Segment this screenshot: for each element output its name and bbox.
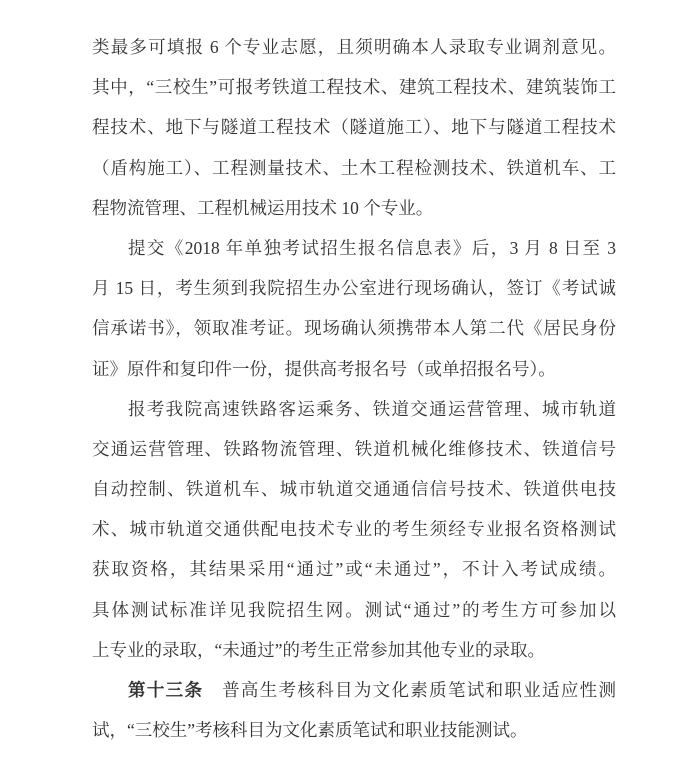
paragraph: [92, 389, 616, 670]
text-line: 获取资格，其结果采用“通过”或“未通过”，不计入考试成绩。: [92, 559, 616, 580]
paragraph: [92, 228, 616, 389]
text-line: [92, 670, 616, 710]
text-line: 上专业的录取，“未通过”的考生正常参加其他专业的录取。: [92, 639, 546, 660]
document-text-block: [92, 27, 616, 750]
text-line: 试，“三校生”考核科目为文化素质笔试和职业技能测试。: [92, 720, 528, 741]
text-line: （盾构施工）、工程测量技术、土木工程检测技术、铁道机车、工: [92, 157, 616, 178]
paragraph: [92, 27, 616, 228]
article-number-bold: 第十三条: [128, 680, 204, 700]
text-line: 交通运营管理、铁路物流管理、铁道机械化维修技术、铁道信号: [92, 438, 616, 459]
text-line: 月 15 日，考生须到我院招生办公室进行现场确认，签订《考试诚: [92, 278, 616, 299]
text-line: 信承诺书》，领取准考证。现场确认须携带本人第二代《居民身份: [92, 318, 616, 339]
text-line: 其中，“三校生”可报考铁道工程技术、建筑工程技术、建筑装饰工: [92, 77, 616, 98]
text-line: 证》原件和复印件一份，提供高考报名号（或单招报名号）。: [92, 358, 556, 379]
text-line: 程物流管理、工程机械运用技术 10 个专业。: [92, 197, 434, 218]
text-line: 类最多可填报 6 个专业志愿，且须明确本人录取专业调剂意见。: [92, 37, 616, 57]
text-line: 报考我院高速铁路客运乘务、铁道交通运营管理、城市轨道: [128, 398, 616, 419]
text-line: 程技术、地下与隧道工程技术（隧道施工）、地下与隧道工程技术: [92, 117, 616, 138]
text-line: 自动控制、铁道机车、城市轨道交通通信信号技术、铁道供电技: [92, 479, 616, 500]
text-line: 提交《2018 年单独考试招生报名信息表》后，3 月 8 日至 3: [128, 237, 616, 258]
paragraph: [92, 670, 616, 750]
text-line: 具体测试标准详见我院招生网。测试“通过”的考生方可参加以: [92, 599, 616, 620]
text-line-continuation: 普高生考核科目为文化素质笔试和职业适应性测: [203, 680, 616, 700]
text-line: 术、城市轨道交通供配电技术专业的考生须经专业报名资格测试: [92, 519, 616, 540]
